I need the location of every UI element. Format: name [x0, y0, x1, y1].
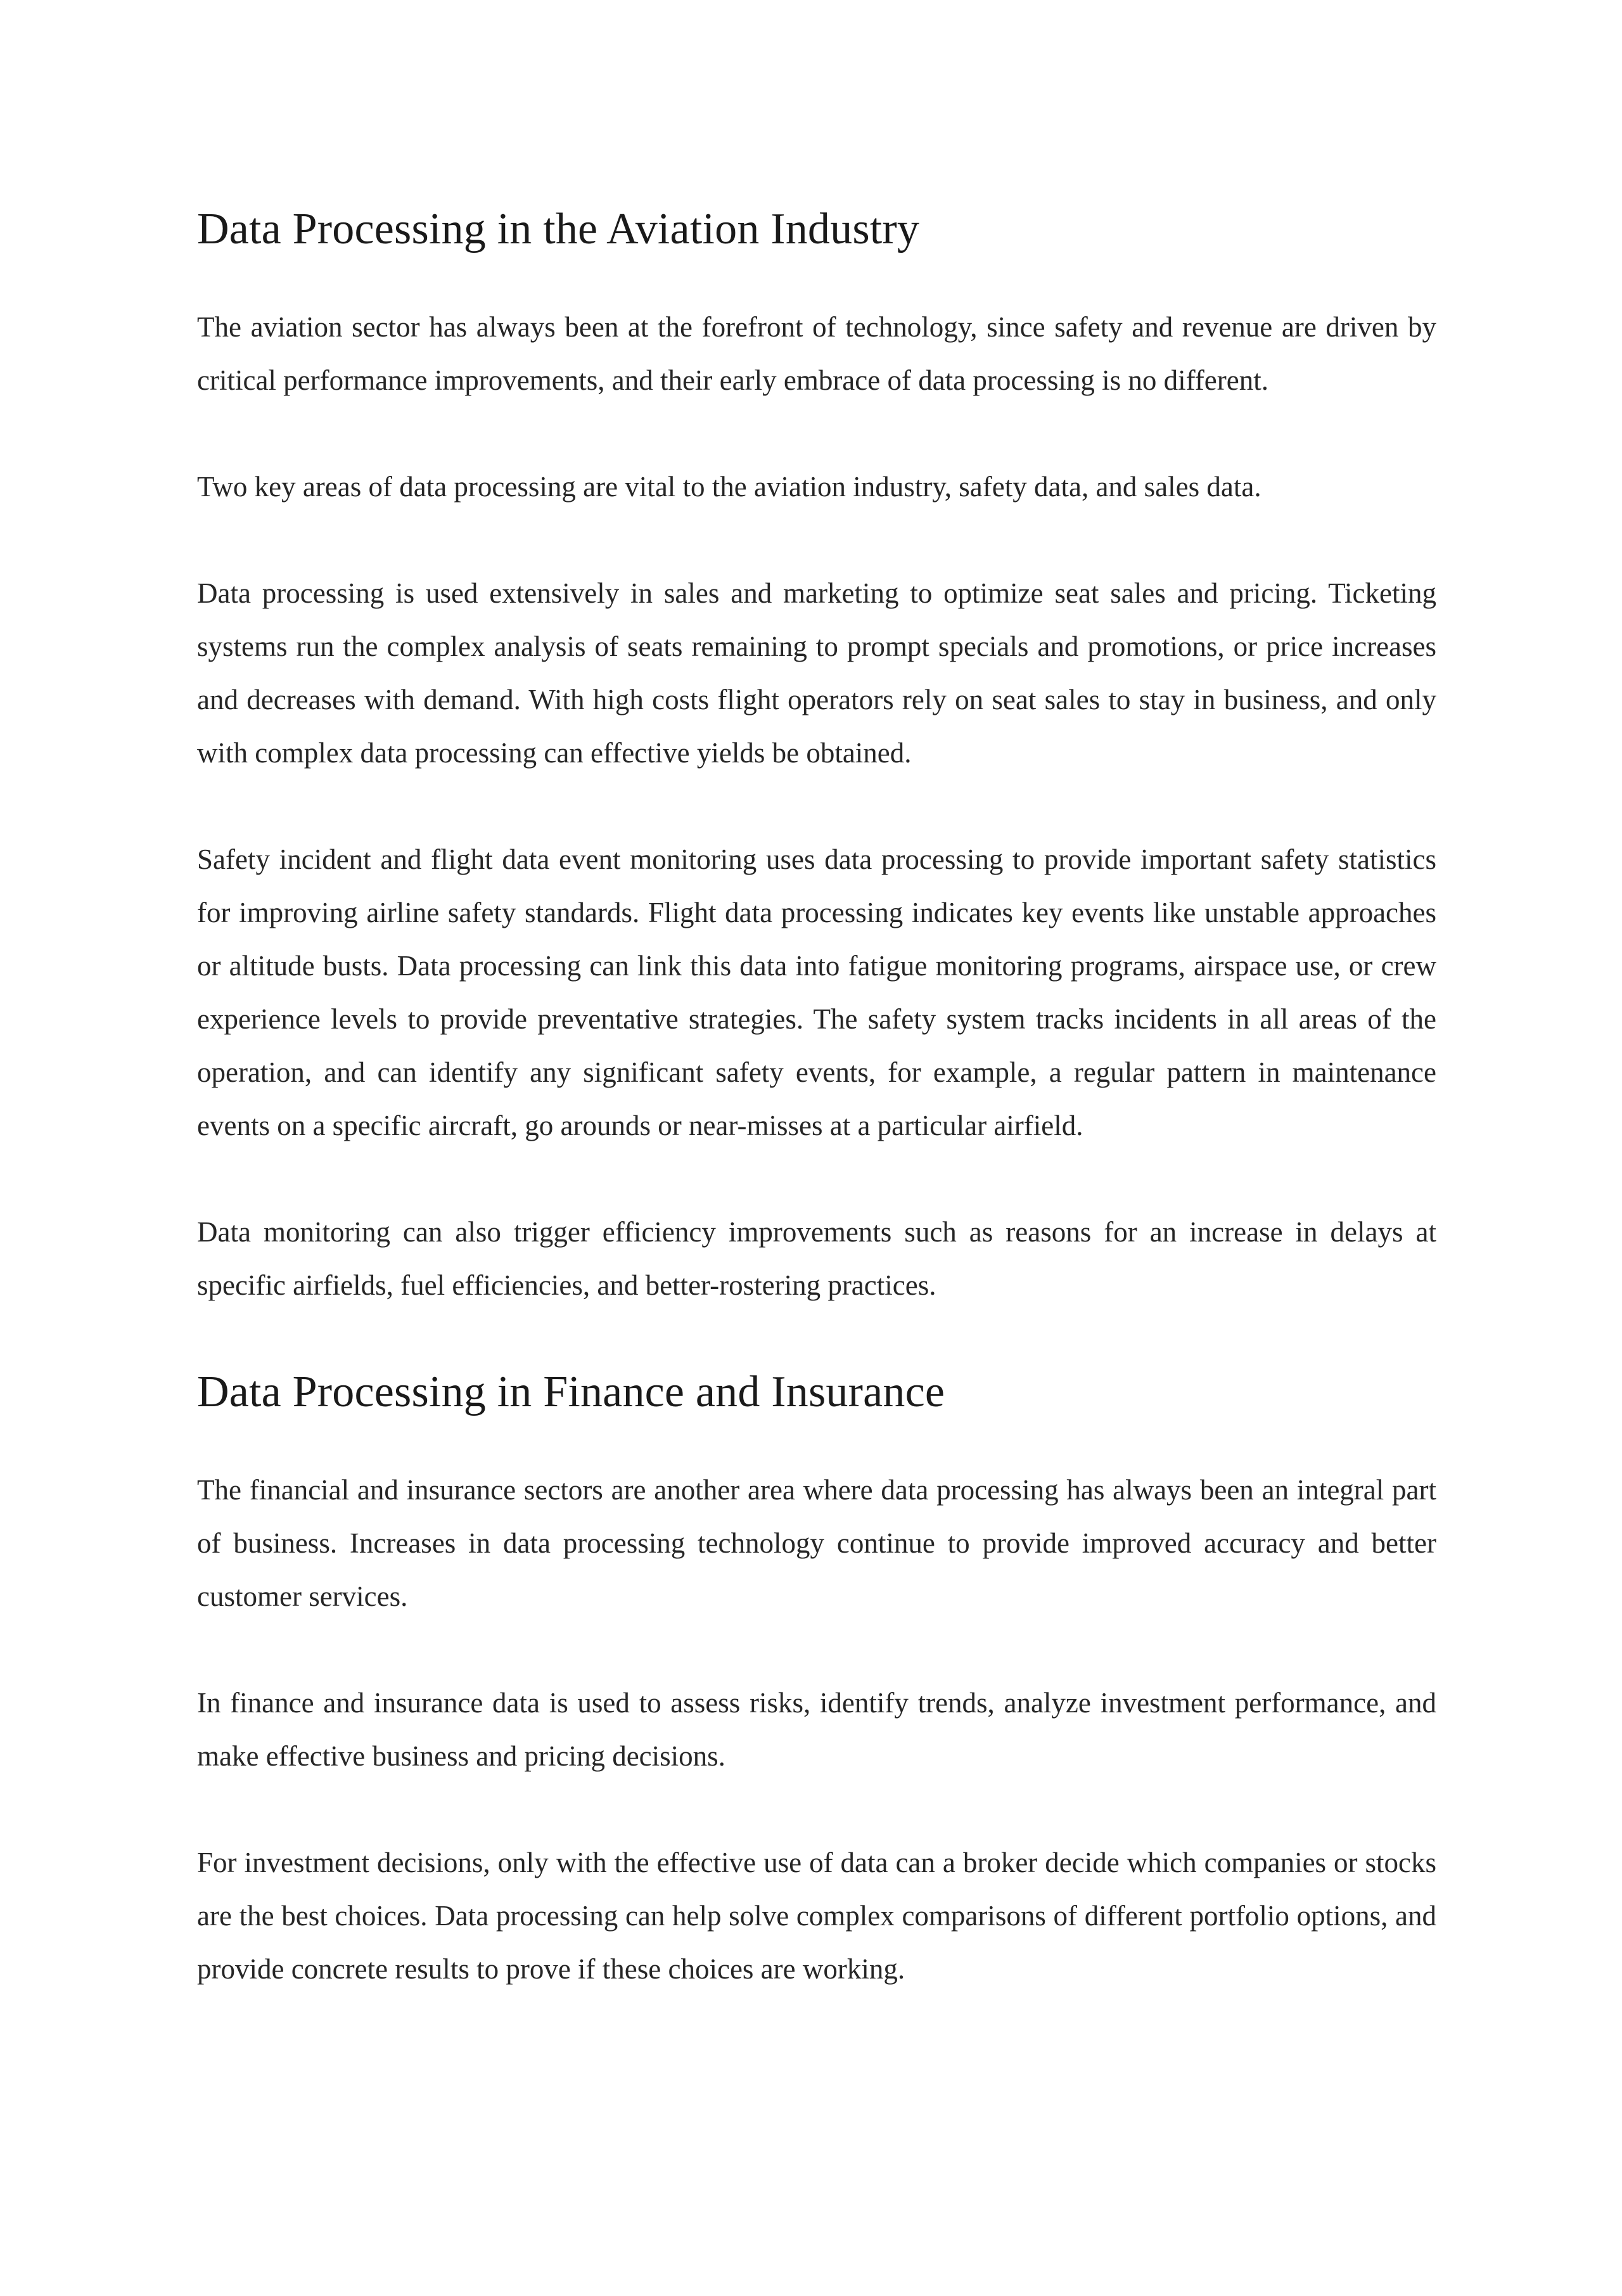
paragraph: In finance and insurance data is used to assess risks, identify trends, analyze investment performance, and make effective business and pricing decisions.	[197, 1687, 1436, 1772]
section-heading-finance: Data Processing in Finance and Insurance	[197, 1368, 945, 1416]
paragraph: For investment decisions, only with the effective use of data can a broker decide which companies or stocks are the best choices. Data processing can help solve complex comparisons of different portfolio options, and provide concrete results to prove if these choices are working.	[197, 1847, 1436, 1985]
paragraph: The aviation sector has always been at the forefront of technology, since safety and revenue are driven by critical performance improvements, and their early embrace of data processing is no different.	[197, 311, 1436, 396]
section-heading-aviation: Data Processing in the Aviation Industry	[197, 205, 920, 253]
paragraph: Data processing is used extensively in sales and marketing to optimize seat sales and pricing. Ticketing systems run the complex analysis of seats remaining to prompt specials and promotions, or price increases and decreases with demand. With high costs flight operators rely on seat sales to stay in business, and only with complex data processing can effective yields be obtained.	[197, 577, 1436, 769]
paragraph: Two key areas of data processing are vital to the aviation industry, safety data, and sales data.	[197, 471, 1261, 503]
paragraph: Data monitoring can also trigger efficiency improvements such as reasons for an increase in delays at specific airfields, fuel efficiencies, and better-rostering practices.	[197, 1216, 1436, 1301]
paragraph: The financial and insurance sectors are another area where data processing has always been an integral part of business. Increases in data processing technology continue to provide improved accuracy and better customer services.	[197, 1474, 1436, 1612]
paragraph: Safety incident and flight data event monitoring uses data processing to provide important safety statistics for improving airline safety standards. Flight data processing indicates key events like unstable approaches or altitude busts. Data processing can link this data into fatigue monitoring programs, airspace use, or crew experience levels to provide preventative strategies. The safety system tracks incidents in all areas of the operation, and can identify any significant safety events, for example, a regular pattern in maintenance events on a specific aircraft, go arounds or near-misses at a particular airfield.	[197, 843, 1436, 1141]
